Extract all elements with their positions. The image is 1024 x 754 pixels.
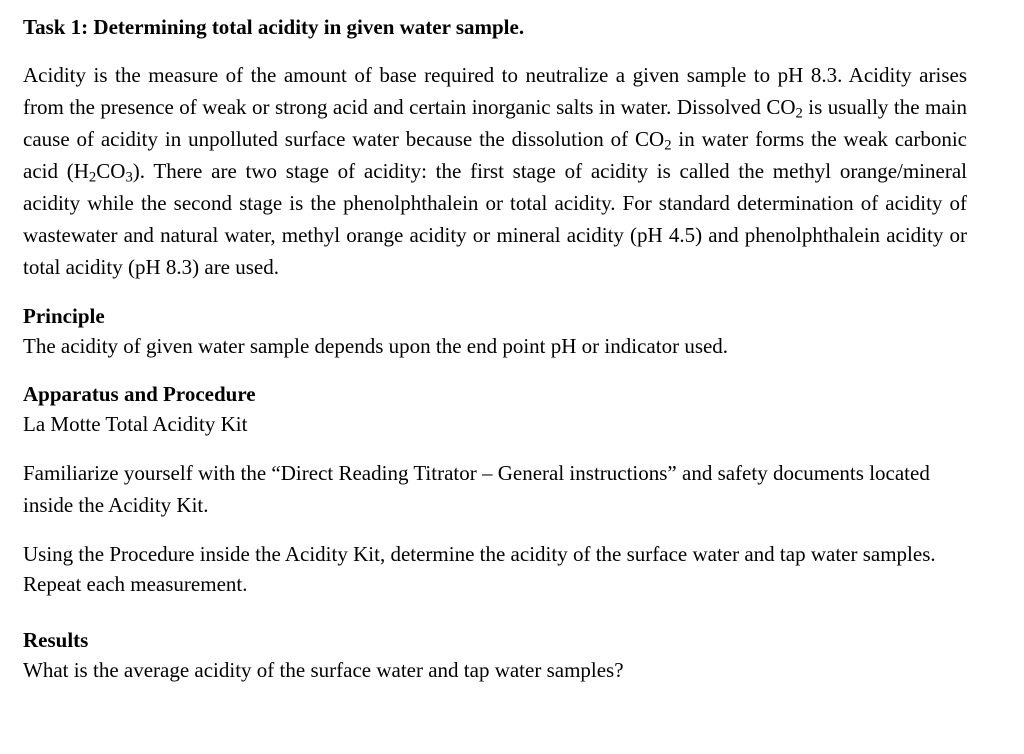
intro-paragraph (23, 59, 967, 283)
h2co3-formula: $H_2CO_3$ (73, 159, 133, 186)
apparatus-heading: Apparatus and Procedure (23, 382, 256, 406)
task-title: Task 1: Determining total acidity in given water sample. (23, 15, 525, 39)
intro-text-1: Acidity is the measure of the amount of base required to neutralize a given sample to pH 8.3. Acidity arises from the presence of weak or strong acid and certain inorganic salts in water. Dissolved (23, 63, 967, 119)
familiarize-paragraph: Familiarize yourself with the “Direct Reading Titrator – General instructions” and safety documents located inside the Acidity Kit. (23, 461, 930, 517)
intro-text-3: in water forms the weak carbonic acid ( (23, 127, 967, 183)
apparatus-kit: La Motte Total Acidity Kit (23, 412, 248, 436)
co2-formula: $CO_2$ (766, 95, 803, 122)
results-heading: Results (23, 628, 89, 652)
document-page (23, 9, 967, 703)
results-question: What is the average acidity of the surface water and tap water samples? (23, 658, 624, 682)
intro-text-4: ). There are two stage of acidity: the first stage of acidity is called the methyl orange/mineral acidity while the second stage is the phenolphthalein or total acidity. For standard determination of acidity of wastewater and natural water, methyl orange acidity or mineral acidity (pH 4.5) and phenolphthalein acidity or total acidity (pH 8.3) are used. (23, 159, 967, 279)
intro-text-2: is usually the main cause of acidity in unpolluted surface water because the dissolution of (23, 95, 967, 151)
principle-text: The acidity of given water sample depends upon the end point pH or indicator used. (23, 334, 729, 358)
principle-heading: Principle (23, 304, 105, 328)
co2-formula: $CO_2$ (635, 127, 672, 154)
procedure-paragraph: Using the Procedure inside the Acidity Kit, determine the acidity of the surface water and tap water samples. Repeat each measurement. (23, 542, 936, 596)
